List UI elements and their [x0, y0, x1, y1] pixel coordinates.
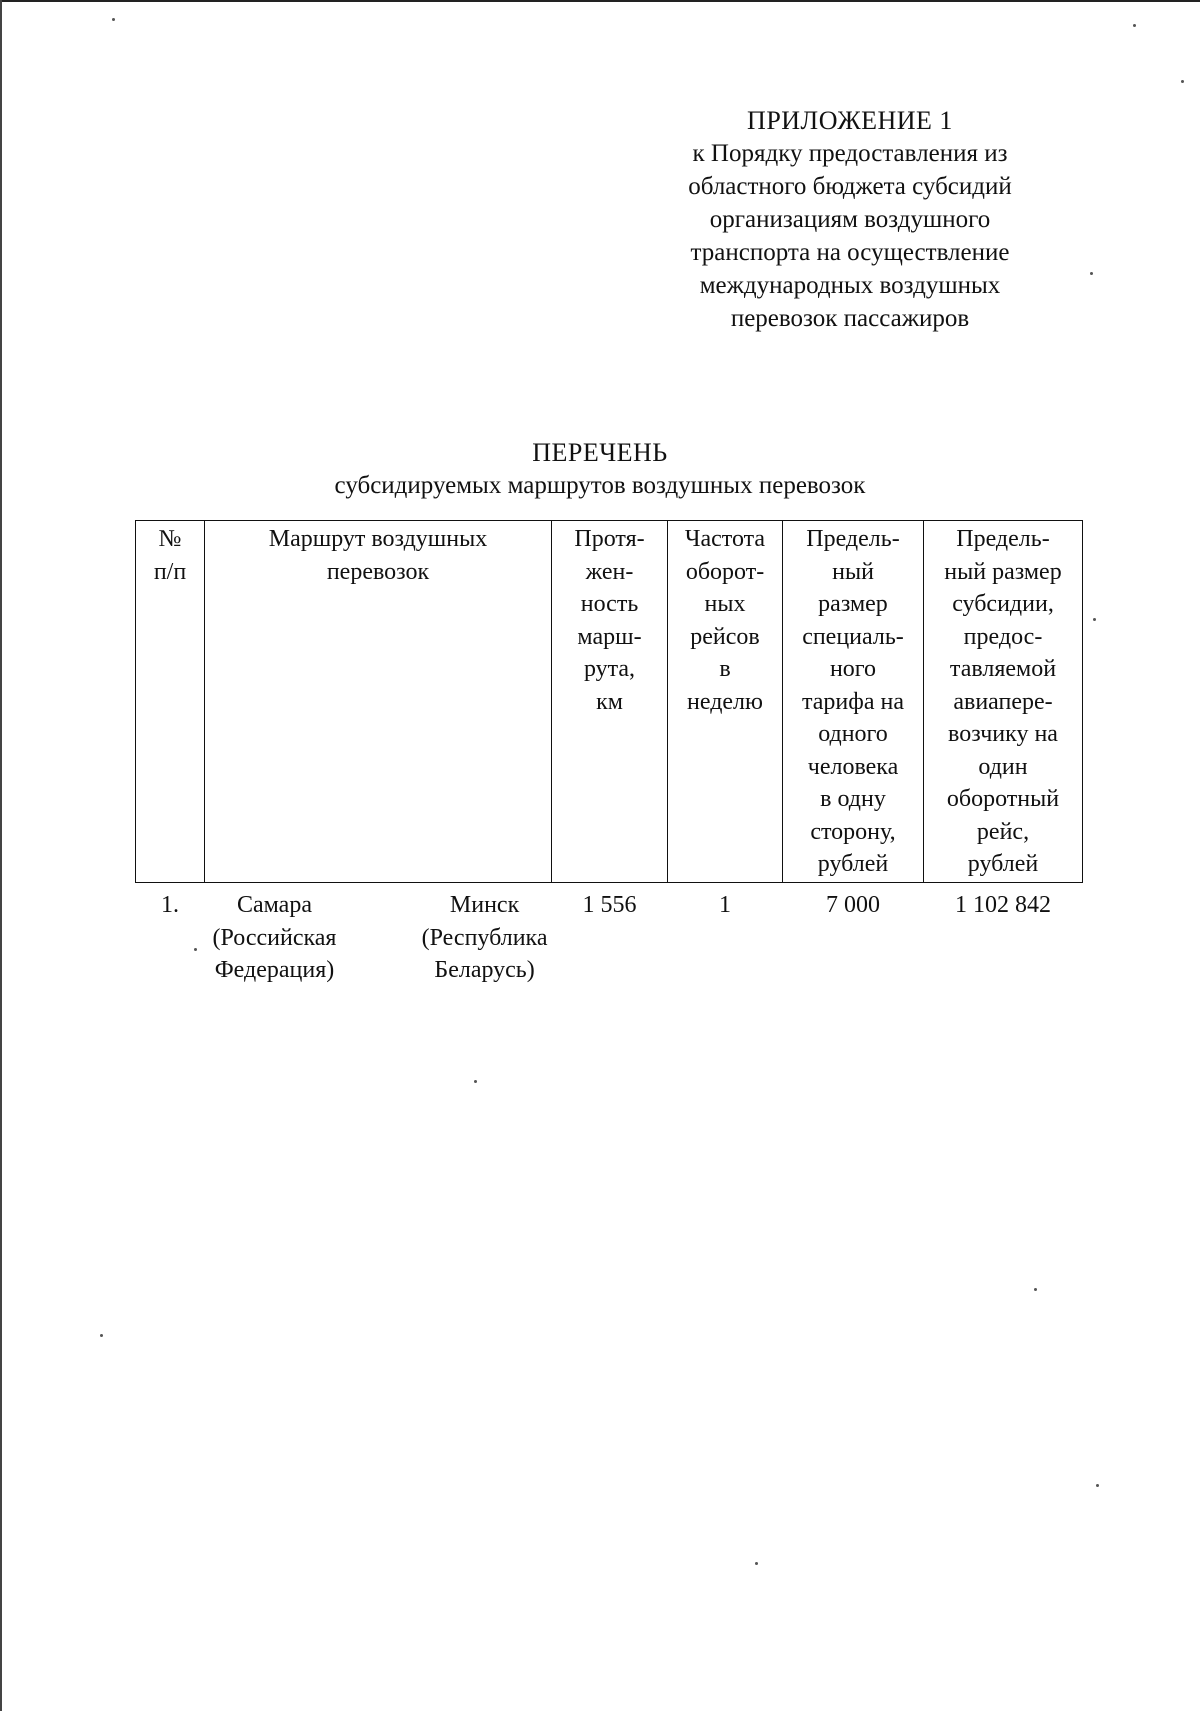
- header-line: №: [158, 526, 182, 552]
- header-route: [205, 521, 552, 883]
- header-line: Предель-: [956, 526, 1050, 552]
- route-pair: [213, 889, 548, 987]
- destination-country-line: Беларусь): [434, 957, 535, 983]
- header-line: неделю: [687, 688, 763, 715]
- route-origin: [213, 889, 337, 987]
- header-line: рублей: [967, 851, 1039, 877]
- header-line: жен-: [585, 558, 634, 585]
- scan-speck: [112, 18, 115, 21]
- header-line: тавляемой: [949, 656, 1057, 682]
- header-line: авиапере-: [953, 688, 1053, 715]
- header-line: один: [978, 753, 1028, 780]
- header-line: тарифа на: [802, 688, 904, 715]
- header-line: специаль-: [802, 623, 904, 650]
- header-line: предос-: [963, 623, 1043, 650]
- cell-subsidy: 1 102 842: [955, 892, 1051, 918]
- header-frequency: [668, 521, 783, 883]
- header-line: км: [596, 688, 623, 715]
- table-row: [136, 883, 1083, 987]
- header-line: размер: [818, 591, 888, 617]
- destination-city: Минск: [449, 892, 520, 918]
- origin-city: Самара: [236, 892, 312, 918]
- appendix-block: [630, 104, 1070, 335]
- scan-speck: [474, 1080, 477, 1083]
- header-line: рута,: [583, 656, 636, 682]
- header-line: оборот-: [685, 558, 765, 585]
- scan-speck: [1133, 24, 1136, 27]
- list-heading: ПЕРЕЧЕНЬ: [532, 438, 668, 467]
- header-line: Предель-: [806, 526, 900, 552]
- header-line: сторону,: [810, 818, 896, 845]
- header-tariff: [783, 521, 924, 883]
- scan-speck: [194, 948, 197, 951]
- list-title-block: [250, 436, 950, 502]
- cell-frequency: 1: [719, 892, 731, 918]
- scan-speck: [100, 1334, 103, 1337]
- appendix-line: организациям воздушного: [709, 206, 991, 233]
- cell-tariff: 7 000: [826, 892, 880, 918]
- cell-number: 1.: [161, 892, 179, 918]
- page-top-border: [0, 0, 1200, 2]
- header-line: одного: [818, 721, 888, 747]
- header-line: ный размер: [944, 558, 1062, 585]
- header-line: оборотный: [946, 786, 1060, 812]
- scan-speck: [1090, 272, 1093, 275]
- table-header-row: [136, 521, 1083, 883]
- appendix-line: областного бюджета субсидий: [688, 173, 1012, 200]
- header-line: ность: [580, 591, 639, 617]
- header-line: рублей: [817, 851, 889, 877]
- header-line: Частота: [684, 526, 766, 552]
- page-left-edge: [0, 0, 2, 1711]
- destination-country-line: (Республика: [421, 924, 548, 951]
- header-line: перевозок: [326, 558, 430, 585]
- appendix-line: к Порядку предоставления из: [692, 140, 1008, 167]
- route-destination: [422, 889, 548, 987]
- scan-speck: [1096, 1484, 1099, 1487]
- appendix-heading: ПРИЛОЖЕНИЕ 1: [747, 106, 953, 135]
- header-line: субсидии,: [952, 591, 1054, 617]
- header-line: в: [719, 656, 731, 682]
- header-length: [552, 521, 668, 883]
- scan-speck: [755, 1562, 758, 1565]
- origin-country-line: Федерация): [214, 957, 335, 983]
- header-line: в одну: [820, 786, 886, 812]
- header-line: человека: [807, 753, 899, 780]
- header-line: рейс,: [976, 818, 1030, 845]
- header-line: Маршрут воздушных: [268, 526, 488, 552]
- scan-speck: [1181, 80, 1184, 83]
- header-line: марш-: [577, 623, 642, 650]
- header-subsidy: [924, 521, 1083, 883]
- scan-speck: [1034, 1288, 1037, 1291]
- scan-speck: [1093, 618, 1096, 621]
- header-line: возчику на: [948, 721, 1058, 747]
- header-line: ных: [704, 591, 746, 617]
- appendix-line: международных воздушных: [699, 272, 1001, 299]
- list-subtitle: субсидируемых маршрутов воздушных перевозок: [334, 472, 866, 499]
- header-line: ного: [829, 656, 877, 682]
- cell-length: 1 556: [582, 892, 637, 918]
- header-line: ный: [832, 558, 874, 585]
- header-line: п/п: [153, 558, 187, 585]
- appendix-line: перевозок пассажиров: [730, 305, 970, 332]
- header-line: рейсов: [690, 623, 760, 650]
- origin-country-line: (Российская: [212, 924, 337, 951]
- header-number: [136, 521, 205, 883]
- routes-table: [135, 520, 1083, 987]
- appendix-line: транспорта на осуществление: [690, 239, 1010, 266]
- cell-route: [205, 883, 552, 987]
- header-line: Протя-: [574, 526, 645, 552]
